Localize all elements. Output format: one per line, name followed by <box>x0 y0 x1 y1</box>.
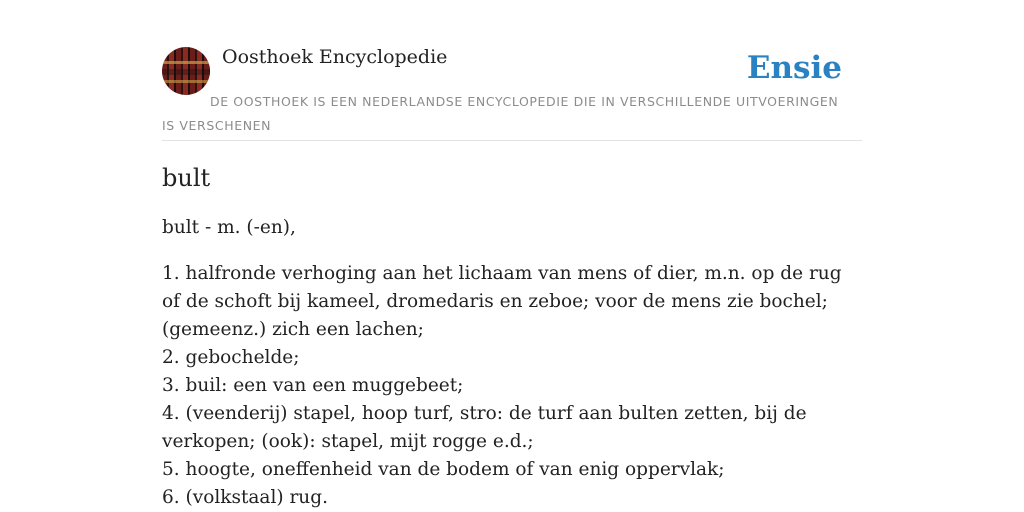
encyclopedia-books-icon[interactable] <box>162 47 210 95</box>
entry-content <box>162 160 862 512</box>
sense-item: 2. gebochelde; <box>162 347 300 368</box>
sense-item: 4. (veenderij) stapel, hoop turf, stro: de turf aan bulten zetten, bij de verkopen; (ook): stapel, mijt rogge e.d.; <box>162 403 807 452</box>
definition-intro: bult - m. (-en), <box>162 217 296 238</box>
site-tagline: DE OOSTHOEK IS EEN NEDERLANDSE ENCYCLOPEDIE DIE IN VERSCHILLENDE UITVOERINGEN IS VERSCHENEN <box>162 94 839 133</box>
sense-item: 3. buil: een van een muggebeet; <box>162 375 464 396</box>
sense-item: 6. (volkstaal) rug. <box>162 487 328 508</box>
page-title: bult <box>162 164 211 192</box>
site-title[interactable]: Oosthoek Encyclopedie <box>222 46 448 68</box>
site-header <box>162 46 862 141</box>
sense-list <box>162 260 862 512</box>
sense-item: 1. halfronde verhoging aan het lichaam van mens of dier, m.n. op de rug of de schoft bij kameel, dromedaris en zeboe; voor de mens zie bochel; (gemeenz.) zich een lachen; <box>162 263 842 340</box>
sense-item: 5. hoogte, oneffenheid van de bodem of van enig oppervlak; <box>162 459 725 480</box>
brand-logo[interactable]: Ensie <box>746 50 842 86</box>
